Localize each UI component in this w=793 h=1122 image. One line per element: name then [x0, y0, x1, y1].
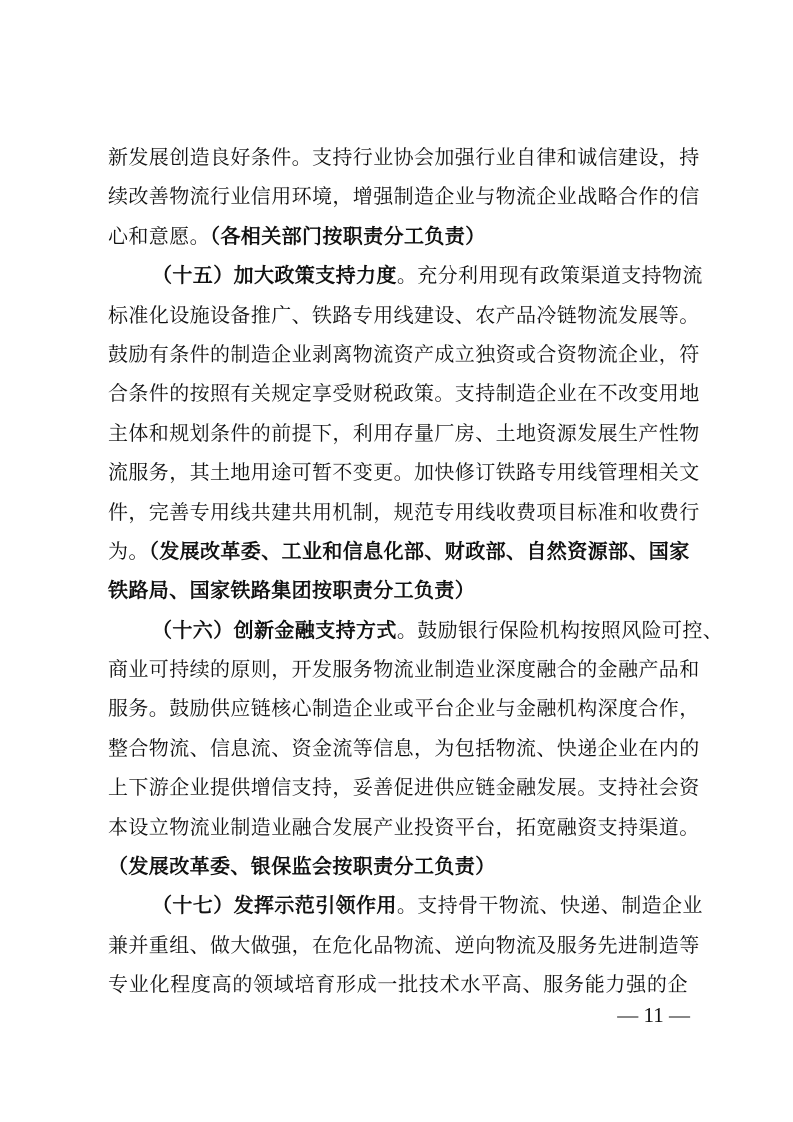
text-line [108, 453, 700, 492]
text-run: 心和意愿。 [108, 223, 210, 248]
text-run: 主体和规划条件的前提下，利用存量厂房、土地资源发展生产性物 [108, 420, 700, 445]
bold-text-run: 铁路局、国家铁路集团按职责分工负责） [108, 578, 476, 603]
text-line [108, 296, 700, 335]
text-line [108, 886, 703, 925]
paragraph [108, 886, 703, 1004]
text-run: 新发展创造良好条件。支持行业协会加强行业自律和诚信建设，持 [108, 145, 700, 169]
text-line [108, 414, 700, 453]
text-line [108, 729, 700, 768]
text-line [108, 965, 688, 1004]
text-line [108, 256, 703, 295]
bold-text-run: （发展改革委、银保监会按职责分工负责） [108, 854, 496, 879]
text-line [108, 493, 700, 532]
text-line [108, 335, 700, 374]
paragraph [108, 611, 724, 887]
page-number: — 11 — [617, 1003, 690, 1027]
text-run: 本设立物流业制造业融合发展产业投资平台，拓宽融资支持渠道。 [108, 814, 700, 839]
text-run: 专业化程度高的领域培育形成一批技术水平高、服务能力强的企 [108, 972, 688, 997]
text-line [108, 808, 700, 847]
text-run: 标准化设施设备推广、铁路专用线建设、农产品冷链物流发展等。 [108, 302, 700, 327]
bold-text-run: （十七）发挥示范引领作用 [152, 893, 397, 918]
document-body [108, 138, 724, 1005]
text-line [108, 611, 724, 650]
text-line [108, 374, 700, 413]
text-run: 鼓励有条件的制造企业剥离物流资产成立独资或合资物流企业，符 [108, 341, 700, 366]
text-run: 兼并重组、做大做强，在危化品物流、逆向物流及服务先进制造等 [108, 932, 700, 957]
text-line [108, 138, 700, 177]
bold-text-run: （十五）加大政策支持力度 [152, 263, 397, 288]
text-run: 件，完善专用线共建共用机制，规范专用线收费项目标准和收费行 [108, 499, 700, 524]
bold-text-run: （各相关部门按职责分工负责） [210, 223, 486, 248]
text-run: 商业可持续的原则，开发服务物流业制造业深度融合的金融产品和 [108, 657, 700, 682]
text-run: 合条件的按照有关规定享受财税政策。支持制造企业在不改变用地 [108, 381, 700, 406]
text-run: 流服务，其土地用途可暂不变更。加快修订铁路专用线管理相关文 [108, 460, 700, 485]
text-line [108, 847, 688, 886]
text-line [108, 177, 700, 216]
text-run: 。鼓励银行保险机构按照风险可控、 [396, 617, 724, 642]
text-line [108, 650, 700, 689]
paragraph [108, 138, 700, 256]
text-run: 上下游企业提供增信支持，妥善促进供应链金融发展。支持社会资 [108, 775, 700, 800]
text-line [108, 532, 688, 571]
text-line [108, 926, 700, 965]
text-line [108, 217, 688, 256]
bold-text-run: （十六）创新金融支持方式 [152, 617, 397, 642]
text-run: 。支持骨干物流、快递、制造企业 [396, 893, 703, 918]
paragraph [108, 256, 703, 611]
text-run: 服务。鼓励供应链核心制造企业或平台企业与金融机构深度合作， [108, 696, 700, 721]
text-line [108, 689, 700, 728]
text-run: 整合物流、信息流、资金流等信息，为包括物流、快递企业在内的 [108, 735, 700, 760]
text-line [108, 768, 700, 807]
text-run: 。充分利用现有政策渠道支持物流 [396, 263, 703, 288]
bold-text-run: （发展改革委、工业和信息化部、财政部、自然资源部、国家 [148, 538, 690, 563]
text-run: 为。 [108, 538, 149, 563]
text-run: 续改善物流行业信用环境，增强制造企业与物流企业战略合作的信 [108, 184, 700, 209]
text-line [108, 571, 688, 610]
